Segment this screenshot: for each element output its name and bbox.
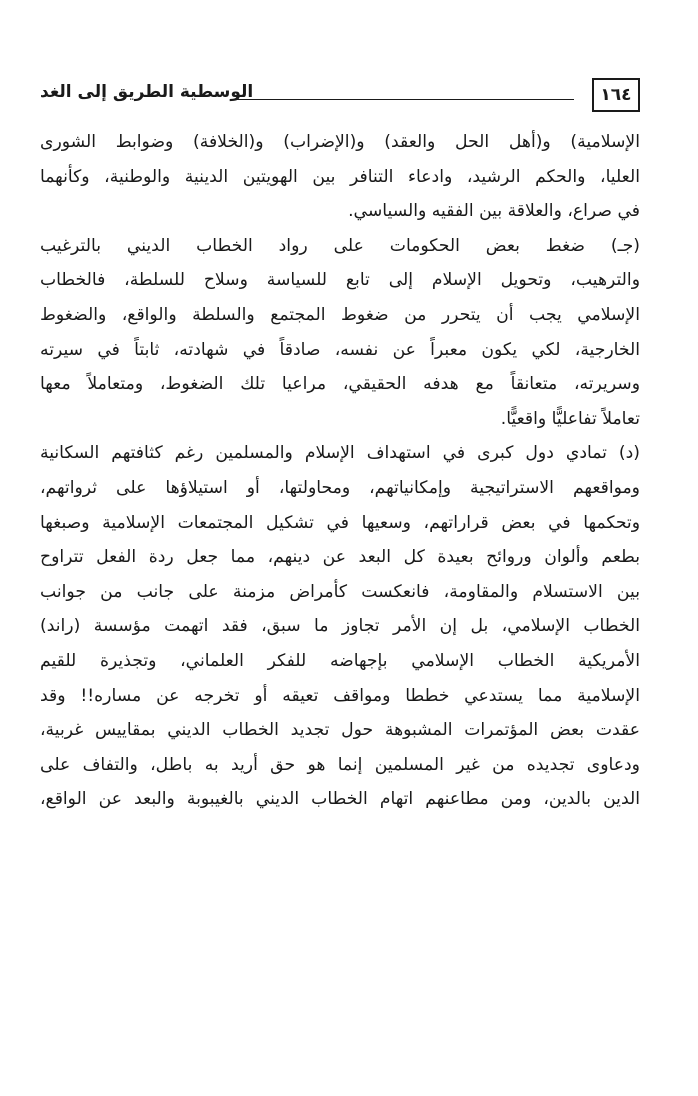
text-line: الدين بالدين، ومن مطاعنهم اتهام الخطاب الديني بالغيبوبة والبعد عن الواقع، (40, 789, 640, 810)
page-number: ١٦٤ (592, 78, 640, 112)
text-line: ومواقعهم الاستراتيجية وإمكانياتهم، ومحاولتها، أو استيلاؤها على ثرواتهم، (40, 477, 640, 498)
text-line: (د) تمادي دول كبرى في استهداف الإسلام والمسلمين رغم كثافتهم السكانية (40, 443, 640, 464)
running-header (40, 78, 640, 120)
text-line: الأمريكية الخطاب الإسلامي بإجهاضه للفكر العلماني، وتجذيرة للقيم (40, 650, 640, 671)
text-line: الخارجية، لكي يكون معبراً عن نفسه، صادقاً في شهادته، ثابتاً في سيرته (40, 339, 640, 360)
text-line: وسريرته، متعانقاً مع هدفه الحقيقي، مراعيا تلك الضغوط، ومتعاملاً معها (40, 374, 640, 395)
text-line: (جـ) ضغط بعض الحكومات على رواد الخطاب الديني بالترغيب (40, 235, 640, 256)
text-line: الخطاب الإسلامي، بل إن الأمر تجاوز ما سبق، فقد اتهمت مؤسسة (راند) (40, 616, 640, 637)
running-title: الوسطية الطريق إلى الغد (40, 82, 254, 102)
text-line: في صراع، والعلاقة بين الفقيه والسياسي. (348, 201, 640, 222)
text-line: بين الاستسلام والمقاومة، فانعكست كأمراض مزمنة على جانب من جوانب (40, 581, 640, 602)
text-line: بطعم وألوان وروائح بعيدة كل البعد عن دينهم، مما جعل ردة الفعل تتراوح (40, 547, 640, 568)
body-text (40, 125, 640, 817)
text-line: الإسلامي يجب أن يتحرر من ضغوط المجتمع والسلطة والواقع، والضغوط (40, 304, 640, 325)
text-line: ودعاوى تجديده من غير المسلمين إنما هو حق أريد به باطل، والتفاف على (40, 754, 640, 775)
text-line: تعاملاً تفاعليًّا واقعيًّا. (500, 408, 640, 429)
text-line: العليا، والحكم الرشيد، وادعاء التنافر بين الهويتين الدينية والوطنية، وكأنهما (40, 166, 640, 187)
header-rule (232, 99, 574, 100)
text-line: الإسلامية) و(أهل الحل والعقد) و(الإضراب) و(الخلافة) وضوابط الشورى (40, 132, 640, 152)
text-line: وتحكمها في بعض قراراتهم، وسعيها في تشكيل المجتمعات الإسلامية وصبغها (40, 512, 640, 533)
text-line: عقدت بعض المؤتمرات المشبوهة حول تجديد الخطاب الديني بمقاييس غربية، (40, 720, 640, 741)
text-line: الإسلامية مما يستدعي خططا ومواقف تعيقه أو تخرجه عن مساره!! وقد (40, 685, 640, 706)
text-line: والترهيب، وتحويل الإسلام إلى تابع للسياسة وسلاح للسلطة، فالخطاب (40, 270, 640, 291)
